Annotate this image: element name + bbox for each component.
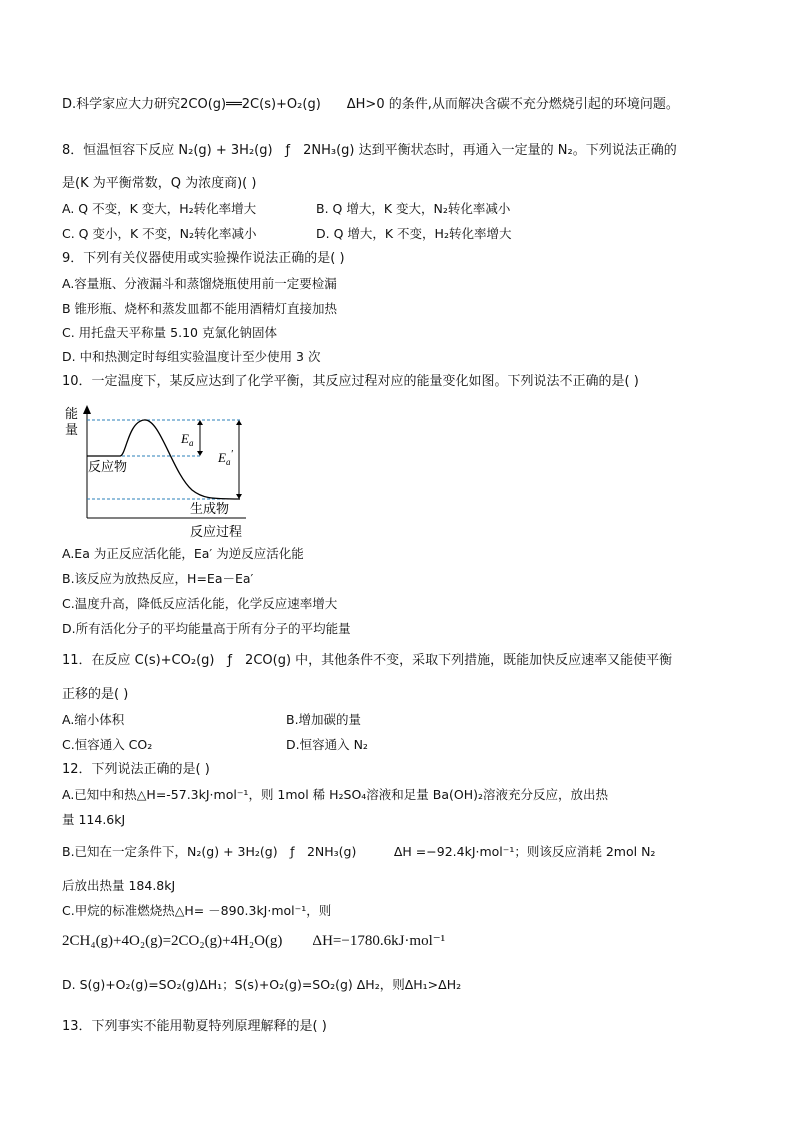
option-c-q10: C.温度升高，降低反应活化能，化学反应速率增大: [62, 596, 338, 611]
option-c-q11: C.恒容通入 CO₂: [62, 737, 153, 752]
option-a-q12-line-2: 量 114.6kJ: [62, 812, 126, 827]
reactant-label: 反应物: [88, 460, 128, 475]
option-b-q12-line-2: 后放出热量 184.8kJ: [62, 878, 176, 893]
option-a-q10: A.Ea 为正反应活化能，Ea′ 为逆反应活化能: [62, 546, 304, 561]
option-a-q9: A.容量瓶、分液漏斗和蒸馏烧瓶使用前一定要检漏: [62, 276, 337, 291]
option-c-q12-equation: 2CH₄(g)+4O₂(g)=2CO₂(g)+4H₂O(g) ΔH=−1780.6kJ·mol⁻¹: [62, 933, 446, 949]
option-d-q7: D.科学家应大力研究2CO(g)══2C(s)+O₂(g) ΔH>0 的条件,从而解决含碳不充分燃烧引起的环境问题。: [62, 97, 679, 112]
y-axis-arrow: [83, 405, 91, 414]
y-axis-label-2: 量: [65, 423, 79, 438]
option-d-q10: D.所有活化分子的平均能量高于所有分子的平均能量: [62, 621, 351, 636]
question-11-line-2: 正移的是( ): [62, 687, 129, 702]
question-8-line-1: 8．恒温恒容下反应 N₂(g) + 3H₂(g) ƒ 2NH₃(g) 达到平衡状态时，再通入一定量的 N₂。下列说法正确的: [62, 143, 677, 158]
option-b-q12-line-1: B.已知在一定条件下，N₂(g) + 3H₂(g) ƒ 2NH₃(g) ΔH =−92.4kJ·mol⁻¹；则该反应消耗 2mol N₂: [62, 844, 656, 859]
option-b-q10: B.该反应为放热反应，H=Ea－Ea′: [62, 571, 254, 586]
ea-prime-label: $E_a'$: [218, 448, 233, 467]
energy-profile-diagram: [62, 402, 262, 542]
question-12: 12．下列说法正确的是( ): [62, 762, 210, 777]
option-a-q8: A. Q 不变，K 变大，H₂转化率增大: [62, 201, 257, 216]
option-a-q12-line-1: A.已知中和热△H=-57.3kJ·mol⁻¹，则 1mol 稀 H₂SO₄溶液和足量 Ba(OH)₂溶液充分反应，放出热: [62, 787, 609, 802]
option-b-q9: B 锥形瓶、烧杯和蒸发皿都不能用酒精灯直接加热: [62, 301, 338, 316]
question-10: 10．一定温度下，某反应达到了化学平衡，其反应过程对应的能量变化如图。下列说法不正确的是( ): [62, 374, 639, 389]
option-c-q9: C. 用托盘天平称量 5.10 克氯化钠固体: [62, 325, 277, 340]
option-c-q8: C. Q 变小，K 不变，N₂转化率减小: [62, 226, 257, 241]
question-11-line-1: 11．在反应 C(s)+CO₂(g) ƒ 2CO(g) 中，其他条件不变，采取下列措施，既能加快反应速率又能使平衡: [62, 653, 673, 668]
question-8-line-2: 是(K 为平衡常数，Q 为浓度商)( ): [62, 176, 257, 191]
option-a-q11: A.缩小体积: [62, 712, 125, 727]
y-axis-label-1: 能: [65, 407, 79, 422]
option-d-q12: D. S(g)+O₂(g)=SO₂(g)ΔH₁；S(s)+O₂(g)=SO₂(g) ΔH₂，则ΔH₁>ΔH₂: [62, 977, 462, 992]
ea-label: $E_a$: [181, 431, 194, 448]
option-b-q11: B.增加碳的量: [286, 712, 362, 727]
option-b-q8: B. Q 增大，K 变大，N₂转化率减小: [316, 201, 511, 216]
option-d-q8: D. Q 增大，K 不变，H₂转化率增大: [316, 226, 512, 241]
option-d-q9: D. 中和热测定时每组实验温度计至少使用 3 次: [62, 349, 321, 364]
x-axis-label: 反应过程: [190, 525, 243, 540]
question-13: 13．下列事实不能用勒夏特列原理解释的是( ): [62, 1019, 327, 1034]
product-label: 生成物: [190, 502, 230, 517]
option-c-q12-line-1: C.甲烷的标准燃烧热△H= －890.3kJ·mol⁻¹，则: [62, 903, 332, 918]
option-d-q11: D.恒容通入 N₂: [286, 737, 368, 752]
question-9: 9．下列有关仪器使用或实验操作说法正确的是( ): [62, 251, 345, 266]
